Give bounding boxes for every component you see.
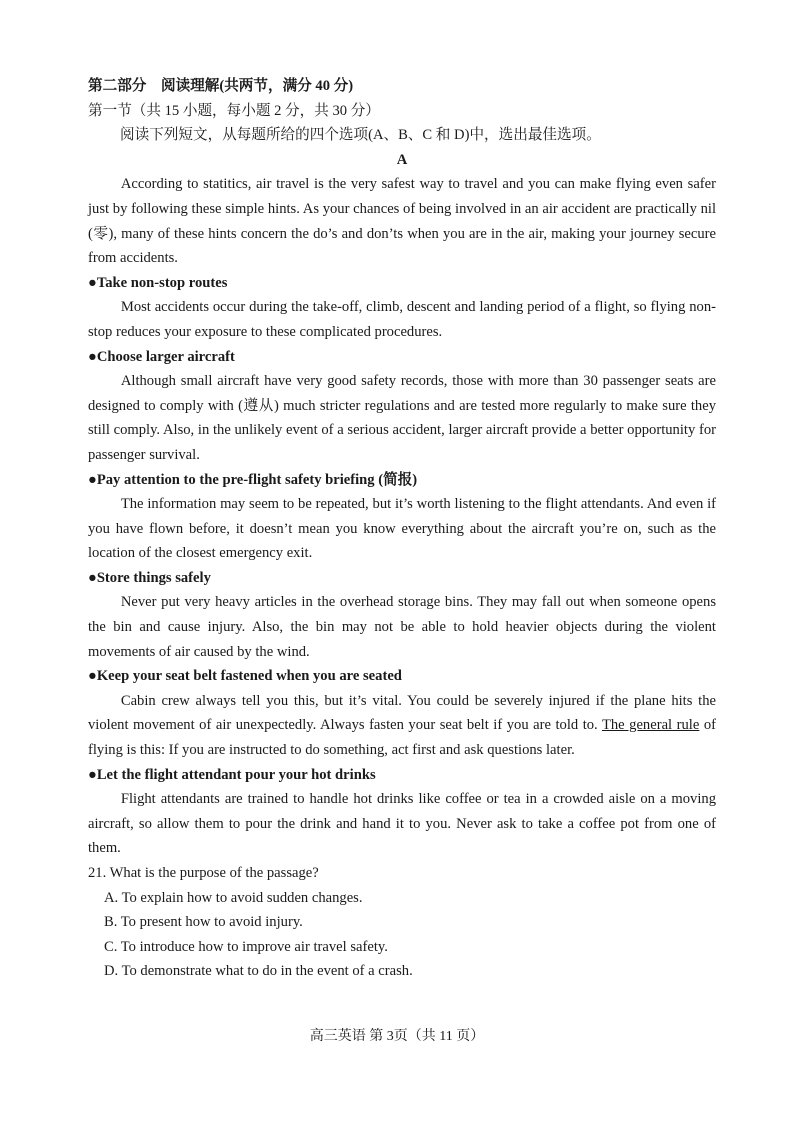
underlined-phrase: The general rule (601, 717, 700, 734)
heading-seat-belt: ●Keep your seat belt fastened when you are seated (88, 668, 402, 685)
exam-page (88, 74, 716, 984)
page-footer: 高三英语 第 3页（共 11 页） (309, 1029, 485, 1044)
para-larger-aircraft: Although small aircraft have very good safety records, those with more than 30 passenger seats are designed to comply with (遵从) much stricter regulations and are tested more regularly to make sure they still comply. Also, in the unlikely event of a serious accident, larger aircraft provide a better opportunity for passenger survival. (88, 373, 716, 463)
part-title: 第二部分 阅读理解(共两节，满分 40 分) (88, 78, 354, 94)
section-title: 第一节（共 15 小题，每小题 2 分，共 30 分） (88, 102, 380, 119)
para-safety-briefing: The information may seem to be repeated, but it’s worth listening to the flight attendants. And even if you have flown before, it doesn’t mean you know everything about the aircraft you’re on, such as the location of the closest emergency exit. (88, 496, 716, 562)
instruction: 阅读下列短文，从每题所给的四个选项(A、B、C 和 D)中，选出最佳选项。 (120, 127, 601, 144)
heading-larger-aircraft: ●Choose larger aircraft (88, 348, 235, 365)
heading-non-stop: ●Take non-stop routes (88, 274, 228, 291)
option-d: D. To demonstrate what to do in the event of a crash. (104, 963, 413, 980)
para-seat-belt (88, 689, 716, 763)
passage-intro: According to statitics, air travel is the very safest way to travel and you can make flying even safer just by following these simple hints. As your chances of being involved in an air accident are practically nil (零), many of these hints concern the do’s and don’ts when you are in the air, making your journey secure from accidents. (88, 176, 716, 267)
option-c: C. To introduce how to improve air travel safety. (104, 938, 388, 955)
para-non-stop: Most accidents occur during the take-off, climb, descent and landing period of a flight, so flying non-stop reduces your exposure to these complicated procedures. (88, 299, 716, 340)
option-a: A. To explain how to avoid sudden changes. (104, 889, 363, 906)
seat-belt-text-before: Cabin crew always tell you this, but it’s vital. You could be severely injured if the plane hits the violent movement of air unexpectedly. Always fasten your seat belt if you are told to. (88, 692, 716, 734)
para-hot-drinks: Flight attendants are trained to handle hot drinks like coffee or tea in a crowded aisle on a moving aircraft, so allow them to pour the drink and hand it to you. Never ask to take a coffee pot from one of them. (88, 791, 716, 857)
heading-store-things: ●Store things safely (88, 569, 211, 586)
option-b: B. To present how to avoid injury. (104, 914, 303, 931)
heading-safety-briefing: ●Pay attention to the pre-flight safety briefing (简报) (88, 471, 418, 488)
para-store-things: Never put very heavy articles in the overhead storage bins. They may fall out when someone opens the bin and cause injury. Also, the bin may not be able to hold heavier objects during the violent movements of air caused by the wind. (88, 594, 716, 660)
passage-label: A (396, 151, 408, 168)
heading-hot-drinks: ●Let the flight attendant pour your hot drinks (88, 766, 376, 783)
seat-belt-text-after: of flying is this: If you are instructed to do something, act first and ask questions later. (88, 717, 716, 759)
question-stem: 21. What is the purpose of the passage? (88, 865, 319, 881)
